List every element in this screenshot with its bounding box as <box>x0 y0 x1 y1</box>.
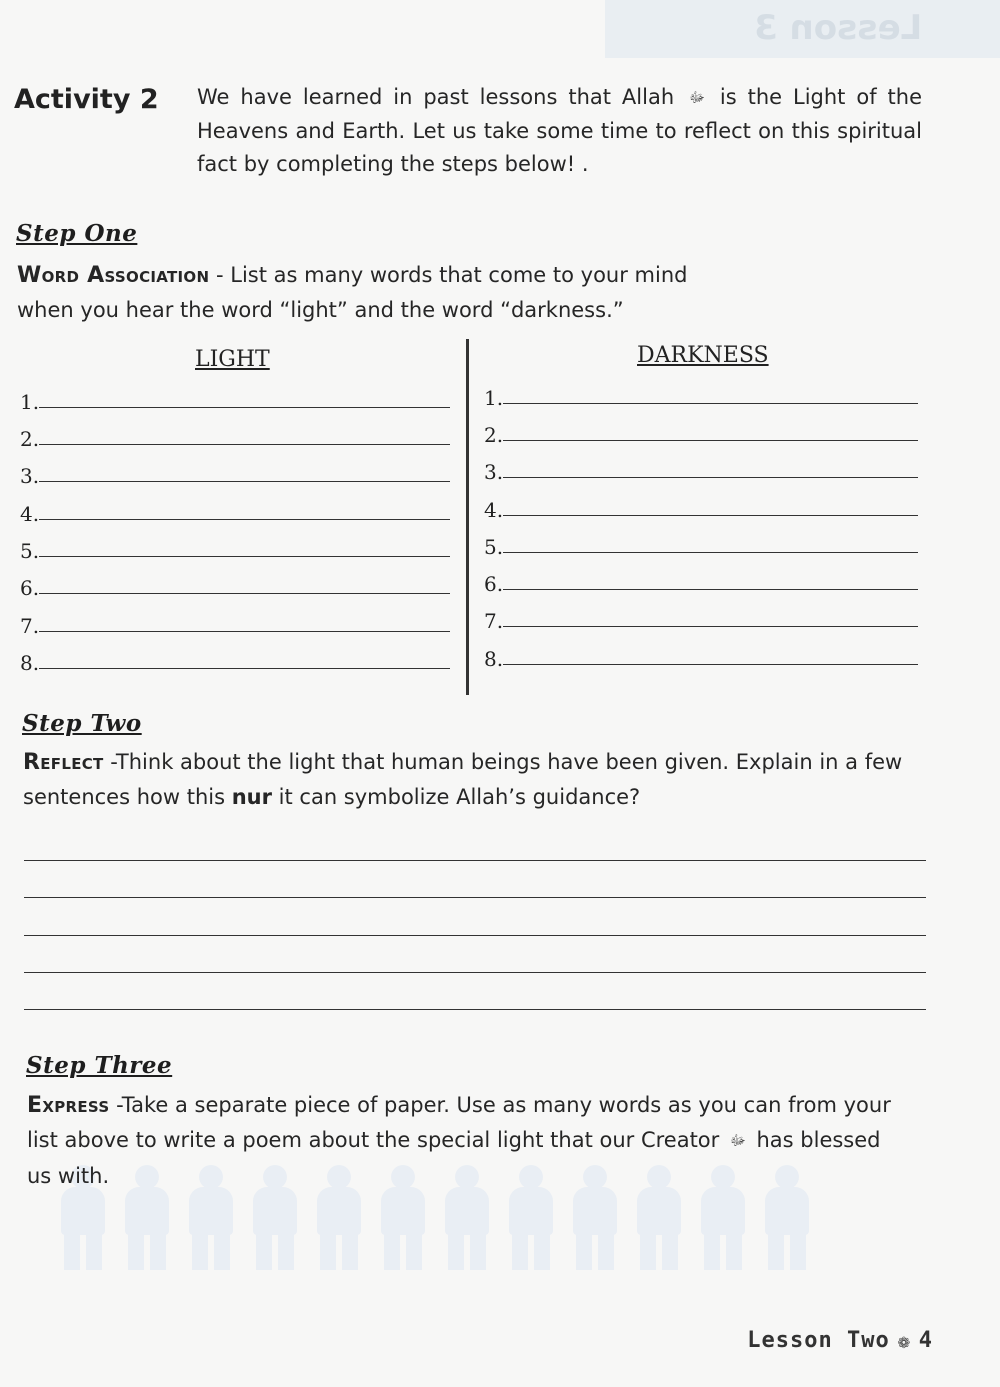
darkness-answer-blank[interactable] <box>503 476 918 478</box>
flower-icon: ❁ <box>897 1328 911 1353</box>
page-footer <box>747 1328 933 1353</box>
step-one-text-1: - List as many words that come to your mind <box>209 263 688 287</box>
column-divider <box>466 339 469 695</box>
light-answer-blank[interactable] <box>39 406 450 408</box>
darkness-item-number: 5. <box>484 535 504 559</box>
light-item-number: 4. <box>20 502 40 526</box>
step-one-label: Word Association <box>17 263 210 288</box>
darkness-answer-blank[interactable] <box>503 402 918 404</box>
activity-title: Activity 2 <box>14 84 159 115</box>
darkness-answer-blank[interactable] <box>503 551 918 553</box>
light-heading: LIGHT <box>195 347 270 372</box>
darkness-item-number: 4. <box>484 498 504 522</box>
honorific-glyph: ﷻ <box>689 90 705 106</box>
darkness-answer-blank[interactable] <box>503 514 918 516</box>
step-two-text-1: -Think about the light that human beings have been given. Explain in a few sentences how this <box>23 750 903 809</box>
light-item-number: 1. <box>20 390 40 414</box>
light-item-number: 8. <box>20 651 40 675</box>
darkness-answer-blank[interactable] <box>503 625 918 627</box>
darkness-answer-blank[interactable] <box>503 588 918 590</box>
answer-line[interactable] <box>24 1009 926 1010</box>
light-answer-blank[interactable] <box>39 443 450 445</box>
intro-text-2: is the Light of the Heavens and Earth. Let us take some time to reflect on this spiritual fact by completing the steps below! . <box>197 85 922 176</box>
light-answer-row[interactable] <box>20 653 450 673</box>
light-item-number: 3. <box>20 464 40 488</box>
darkness-answer-row[interactable] <box>484 611 918 631</box>
step-two-title: Step Two <box>22 710 142 737</box>
darkness-item-number: 2. <box>484 423 504 447</box>
step-one-text-2: when you hear the word “light” and the word “darkness.” <box>17 298 624 322</box>
answer-line[interactable] <box>24 935 926 936</box>
page-number: 4 <box>918 1328 933 1353</box>
step-two-instructions <box>23 745 913 814</box>
light-answer-row[interactable] <box>20 466 450 486</box>
answer-line[interactable] <box>24 972 926 973</box>
activity-intro <box>197 81 922 181</box>
light-answer-blank[interactable] <box>39 630 450 632</box>
light-answer-row[interactable] <box>20 578 450 598</box>
intro-text-1: We have learned in past lessons that Allah <box>197 85 675 109</box>
lesson-corner-tab <box>605 0 1000 58</box>
step-three-title: Step Three <box>26 1052 173 1079</box>
darkness-item-number: 3. <box>484 460 504 484</box>
step-three-text-1: -Take a separate piece of paper. Use as many words as you can from your list above to write a poem about the special light that our Creator <box>27 1093 891 1152</box>
answer-line[interactable] <box>24 860 926 861</box>
darkness-answer-blank[interactable] <box>503 663 918 665</box>
light-answer-row[interactable] <box>20 504 450 524</box>
answer-line[interactable] <box>24 897 926 898</box>
step-one-instructions <box>17 258 777 327</box>
darkness-item-number: 6. <box>484 572 504 596</box>
step-two-bold-word: nur <box>231 785 272 809</box>
light-answer-row[interactable] <box>20 392 450 412</box>
darkness-item-number: 8. <box>484 647 504 671</box>
darkness-answer-row[interactable] <box>484 649 918 669</box>
darkness-answer-row[interactable] <box>484 425 918 445</box>
honorific-glyph: ﷻ <box>729 1133 746 1149</box>
darkness-answer-row[interactable] <box>484 574 918 594</box>
footer-lesson-label: Lesson Two <box>747 1328 890 1353</box>
darkness-answer-row[interactable] <box>484 462 918 482</box>
light-answer-blank[interactable] <box>39 518 450 520</box>
step-one-title: Step One <box>16 220 138 247</box>
light-answer-row[interactable] <box>20 541 450 561</box>
light-answer-blank[interactable] <box>39 555 450 557</box>
light-item-number: 5. <box>20 539 40 563</box>
light-answer-blank[interactable] <box>39 480 450 482</box>
darkness-answer-row[interactable] <box>484 500 918 520</box>
darkness-heading: DARKNESS <box>637 343 769 368</box>
step-three-text-2: has blessed us with. <box>27 1128 881 1188</box>
step-two-text-2: it can symbolize Allah’s guidance? <box>271 785 641 809</box>
light-answer-row[interactable] <box>20 429 450 449</box>
light-answer-row[interactable] <box>20 616 450 636</box>
light-answer-blank[interactable] <box>39 592 450 594</box>
light-item-number: 6. <box>20 576 40 600</box>
step-three-instructions <box>27 1088 897 1194</box>
light-answer-blank[interactable] <box>39 667 450 669</box>
darkness-item-number: 1. <box>484 386 504 410</box>
step-three-label: Express <box>27 1093 110 1118</box>
light-item-number: 7. <box>20 614 40 638</box>
step-two-label: Reflect <box>23 750 104 775</box>
light-item-number: 2. <box>20 427 40 451</box>
darkness-answer-row[interactable] <box>484 537 918 557</box>
darkness-answer-blank[interactable] <box>503 439 918 441</box>
lesson-corner-label: Lesson 3 <box>753 8 922 48</box>
darkness-answer-row[interactable] <box>484 388 918 408</box>
darkness-item-number: 7. <box>484 609 504 633</box>
